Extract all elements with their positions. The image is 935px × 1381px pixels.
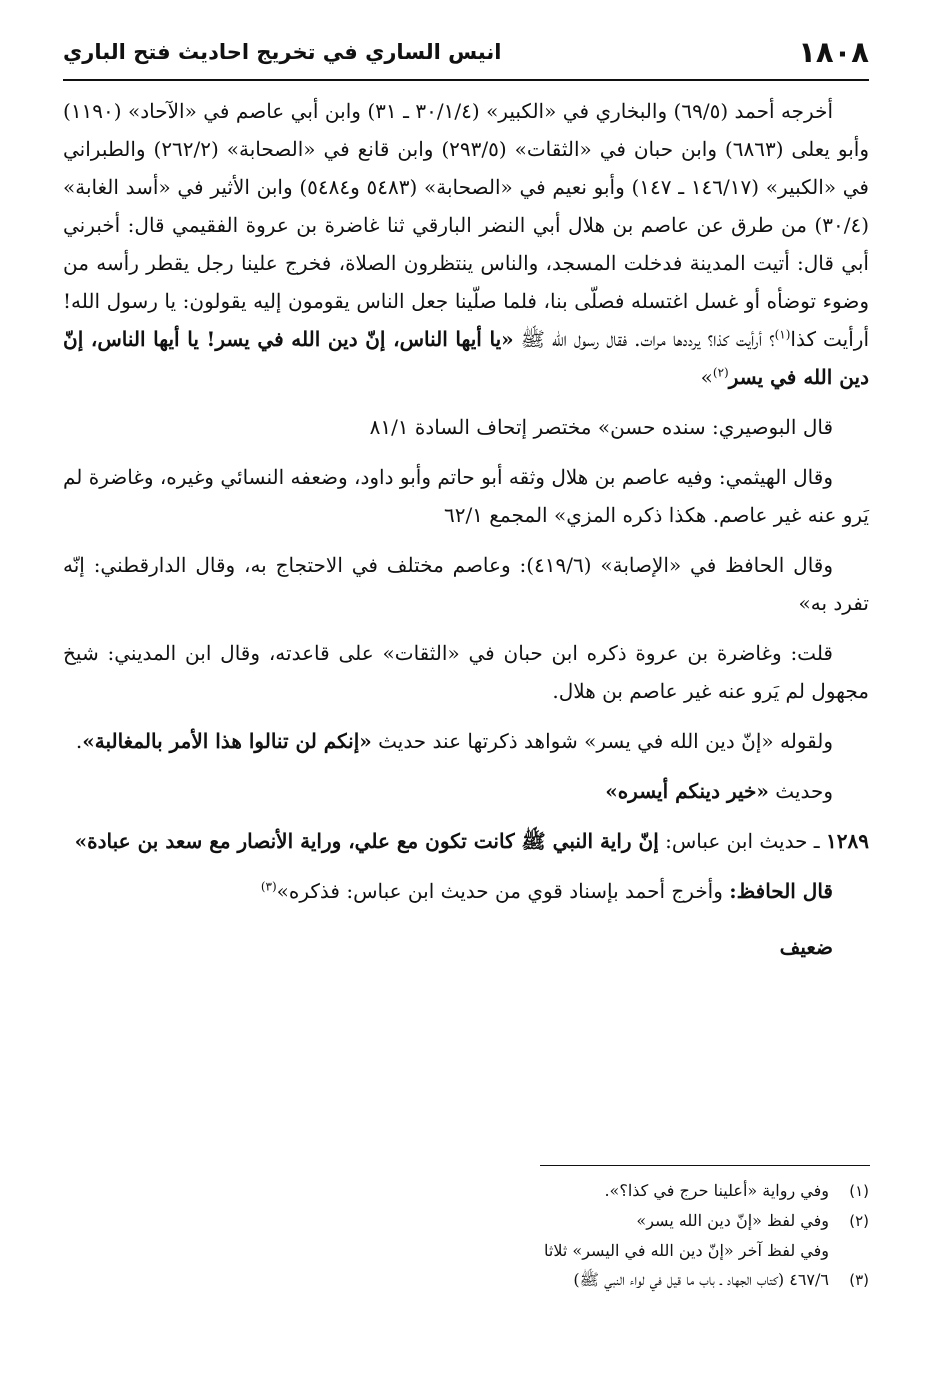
paragraph-khair-dinikum xyxy=(63,772,869,810)
footnote-divider xyxy=(540,1165,870,1166)
footnote-text: وفي لفظ آخر «إنّ دين الله في اليسر» ثلاثا xyxy=(543,1241,829,1260)
book-title: انيس الساري في تخريج احاديث فتح الباري xyxy=(63,40,502,64)
paragraph-qultu: قلت: وغاضرة بن عروة ذكره ابن حبان في «الثقات» على قاعدته، وقال ابن المديني: شيخ مجهول لم يَرو عنه غير عاصم بن هلال. xyxy=(63,641,869,703)
footnote-ref-3[interactable]: (٣) xyxy=(260,879,277,894)
speaker-label: قال الحافظ: xyxy=(729,879,833,903)
paragraph-haythami: وقال الهيثمي: وفيه عاصم بن هلال وثقه أبو حاتم وأبو داود، وضعفه النسائي وغيره، وغاضرة لم يَرو عنه غير عاصم. هكذا ذكره المزي» المجمع ٦٢/١ xyxy=(63,465,869,527)
footnote-number: (٢) xyxy=(849,1212,869,1230)
footnote-ref-1[interactable]: (١) xyxy=(774,327,791,342)
footnote-item xyxy=(63,1236,869,1265)
paragraph-text: أخرجه أحمد (٦٩/٥) والبخاري في «الكبير» (٣٠/١/٤ ـ ٣١) وابن أبي عاصم في «الآحاد» (١١٩٠) وأبو يعلى (٦٨٦٣) وابن حبان في «الثقات» (٢٩٣/٥) وابن قانع في «الصحابة» (٢٦٢/٢) والطبراني في «الكبير» (١٤٦/١٧ ـ ١٤٧) وأبو نعيم في «الصحابة» (٥٤٨٣ و٥٤٨٤) وابن الأثير في «أسد الغابة» (٣٠/٤) من طرق عن عاصم بن هلال أبي النضر البارقي ثنا غاضرة بن عروة الفقيمي قال: أخبرني أبي قال: أتيت المدينة فدخلت المسجد، والناس ينتظرون الصلاة، فخرج علينا رجل يقطر رأسه من وضوء توضأه أو غسل اغتسله فصلّى بنا، فلما صلّينا جعل الناس يقومون إليه يقولون: يا رسول الله! أرأيت كذا xyxy=(63,99,870,351)
footnote-number: (٣) xyxy=(849,1271,869,1289)
paragraph-busiri: قال البوصيري: سنده حسن» مختصر إتحاف السادة ٨١/١ xyxy=(369,415,833,439)
page-number: ١٨٠٨ xyxy=(798,35,869,69)
paragraph-text: ولقوله «إنّ دين الله في يسر» شواهد ذكرتها عند حديث xyxy=(371,729,833,753)
paragraph-text: . xyxy=(75,729,83,753)
footnote-text: وفي لفظ «إنّ دين الله يسر» xyxy=(636,1211,829,1230)
main-text xyxy=(63,92,869,978)
grading-label: ضعيف xyxy=(779,935,833,959)
paragraph-text: ـ حديث ابن عباس: xyxy=(658,829,827,853)
paragraph-text: » xyxy=(700,365,713,389)
hadith-text: «يا أيها الناس، إنّ دين الله في يسر! يا أيها الناس، إنّ دين الله في يسر xyxy=(63,327,869,389)
footnote-number: (١) xyxy=(849,1182,869,1200)
paragraph-takhrij xyxy=(63,92,869,396)
paragraph-text: وحديث xyxy=(768,779,833,803)
running-header xyxy=(63,24,869,80)
footnote-text: ٤٦٧/٦ (كتاب الجهاد ـ باب ما قيل في لواء النبي ﷺ) xyxy=(573,1270,829,1289)
paragraph-hafiz-isaba: وقال الحافظ في «الإصابة» (٤١٩/٦): وعاصم مختلف في الاحتجاج به، وقال الدارقطني: إنّه تفرد به» xyxy=(63,553,869,615)
paragraph-shawahid xyxy=(63,722,869,760)
hadith-text: إنّ راية النبي ﷺ كانت تكون مع علي، وراية الأنصار مع سعد بن عبادة» xyxy=(74,829,659,853)
hadith-reference: «إنكم لن تنالوا هذا الأمر بالمغالبة» xyxy=(82,729,372,753)
hadith-reference: «خير دينكم أيسره» xyxy=(605,779,769,803)
footnote-text: وفي رواية «أعلينا حرج في كذا؟». xyxy=(604,1181,829,1200)
hadith-number: ١٢٨٩ xyxy=(826,829,869,853)
paragraph-qal-al-hafiz xyxy=(63,872,869,910)
footnote-ref-2[interactable]: (٢) xyxy=(712,365,729,380)
footnote-item xyxy=(63,1176,869,1206)
hadith-entry-1289 xyxy=(63,822,869,860)
footnote-item xyxy=(63,1206,869,1236)
footnotes xyxy=(63,1176,869,1295)
paragraph-text: وأخرج أحمد بإسناد قوي من حديث ابن عباس: فذكره» xyxy=(276,879,730,903)
footnote-item xyxy=(63,1265,869,1295)
paragraph-text: ؟ أرأيت كذا؟ يرددها مرات. فقال رسول الله ﷺ xyxy=(513,327,775,351)
header-divider xyxy=(63,79,869,81)
